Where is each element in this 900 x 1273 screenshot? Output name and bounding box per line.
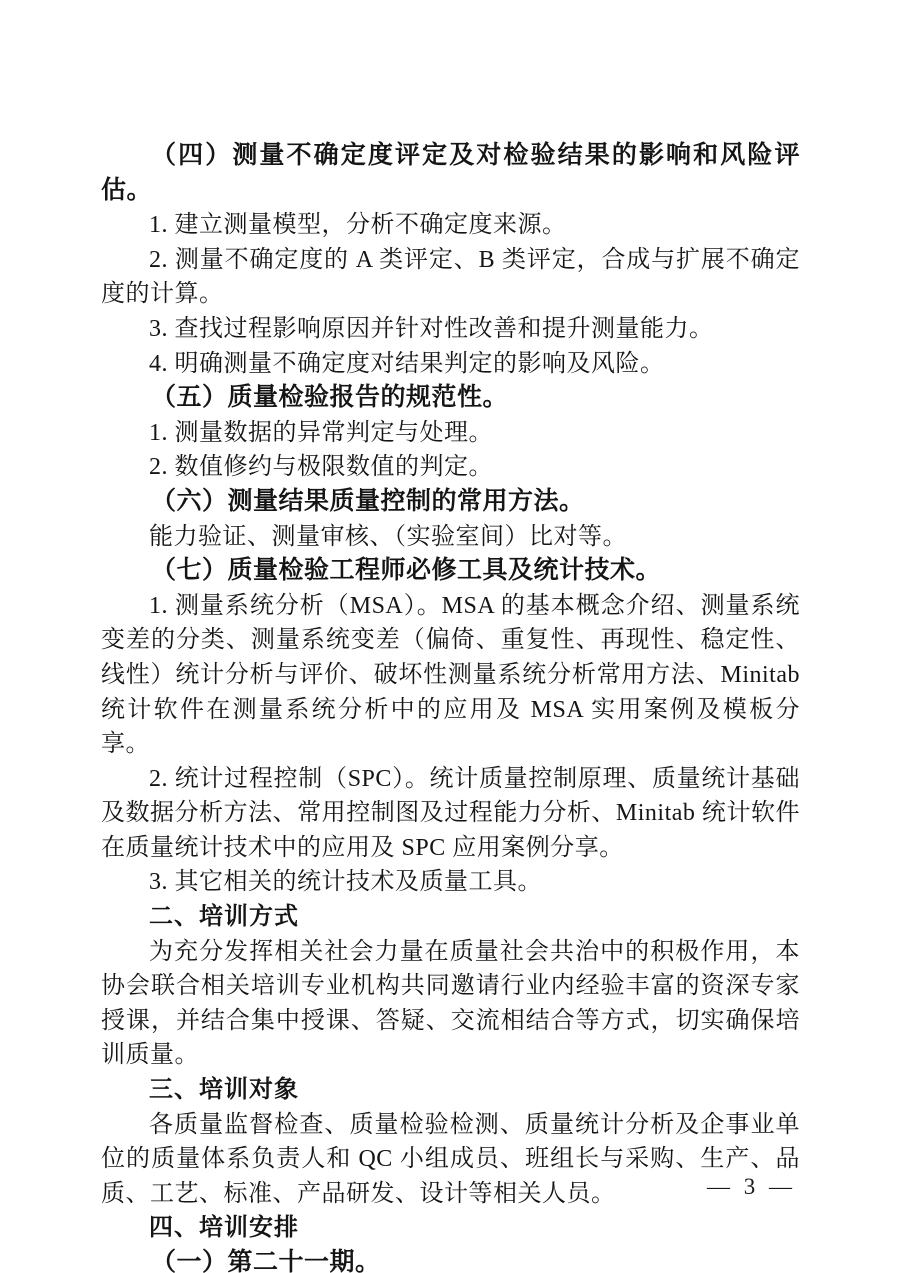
heading-section-4: （四）测量不确定度评定及对检验结果的影响和风险评估。 — [101, 142, 800, 204]
item-5-1: 1. 测量数据的异常判定与处理。 — [149, 419, 493, 446]
document-body — [101, 139, 800, 1273]
item-7-2: 2. 统计过程控制（SPC）。统计质量控制原理、质量统计基础及数据分析方法、常用控制图及过程能力分析、Minitab 统计软件在质量统计技术中的应用及 SPC 应用案例分享。 — [101, 765, 800, 861]
part-2-body: 为充分发挥相关社会力量在质量社会共治中的积极作用，本协会联合相关培训专业机构共同邀请行业内经验丰富的资深专家授课，并结合集中授课、答疑、交流相结合等方式，切实确保培训质量。 — [101, 938, 800, 1069]
item-4-4: 4. 明确测量不确定度对结果判定的影响及风险。 — [149, 350, 665, 377]
heading-part-4-training-schedule: 四、培训安排 — [149, 1214, 299, 1242]
item-5-2: 2. 数值修约与极限数值的判定。 — [149, 454, 493, 481]
item-4-3: 3. 查找过程影响原因并针对性改善和提升测量能力。 — [149, 315, 714, 342]
item-7-1: 1. 测量系统分析（MSA）。MSA 的基本概念介绍、测量系统变差的分类、测量系统变差（偏倚、重复性、再现性、稳定性、线性）统计分析与评价、破坏性测量系统分析常用方法、Minitab 统计软件在测量系统分析中的应用及 MSA 实用案例及模板分享。 — [101, 592, 800, 758]
heading-part-3-training-audience: 三、培训对象 — [149, 1076, 299, 1104]
section-6-body: 能力验证、测量审核、（实验室间）比对等。 — [149, 523, 627, 550]
heading-section-6: （六）测量结果质量控制的常用方法。 — [151, 487, 585, 515]
item-4-1: 1. 建立测量模型，分析不确定度来源。 — [149, 212, 567, 239]
item-7-3: 3. 其它相关的统计技术及质量工具。 — [149, 869, 542, 896]
heading-section-7: （七）质量检验工程师必修工具及统计技术。 — [151, 557, 662, 585]
page-number: — 3 — — [707, 1174, 796, 1199]
heading-section-5: （五）质量检验报告的规范性。 — [151, 384, 509, 412]
heading-part-2-training-method: 二、培训方式 — [149, 903, 299, 931]
item-4-2: 2. 测量不确定度的 A 类评定、B 类评定，合成与扩展不确定度的计算。 — [101, 246, 800, 308]
part-3-body: 各质量监督检查、质量检验检测、质量统计分析及企事业单位的质量体系负责人和 QC 小组成员、班组长与采购、生产、品质、工艺、标准、产品研发、设计等相关人员。 — [101, 1111, 800, 1207]
heading-session-21: （一）第二十一期。 — [151, 1249, 381, 1273]
